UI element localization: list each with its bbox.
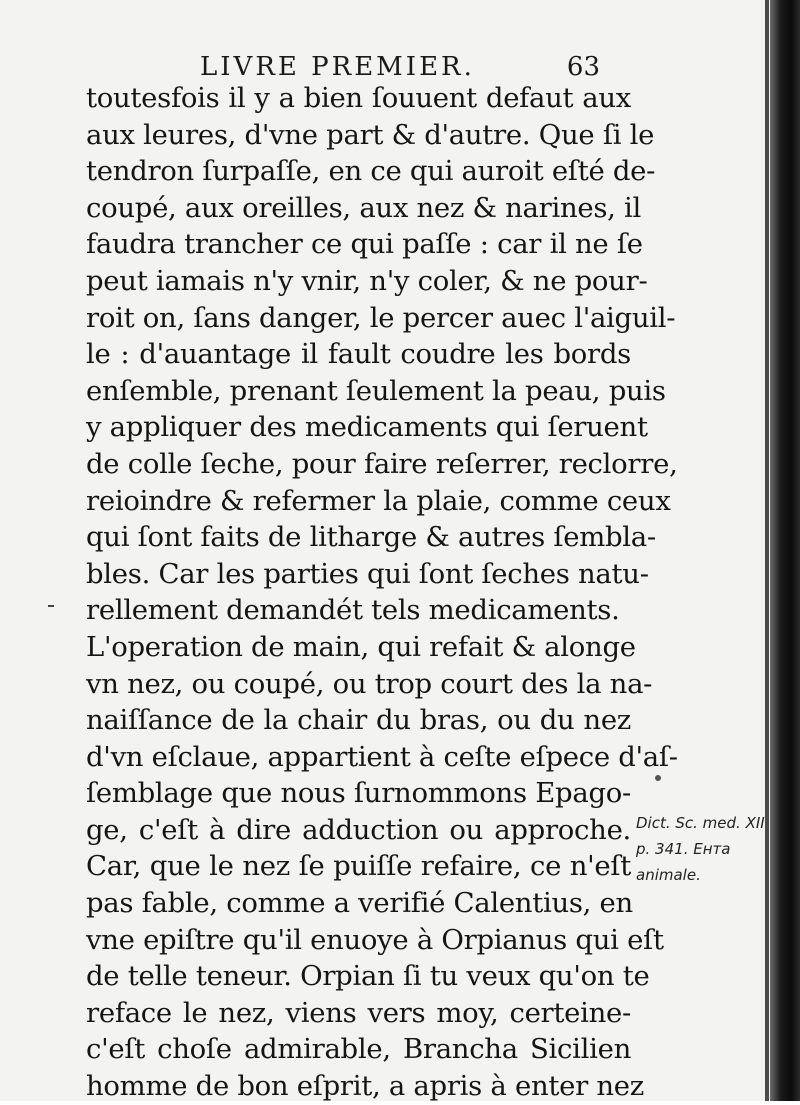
page-number: 63 — [566, 52, 600, 82]
text-line: vne epiſtre qu'il enuoye à Orpianus qui eſt — [86, 923, 664, 956]
text-line: faudra trancher ce qui paſſe : car il ne ſe — [86, 228, 643, 261]
running-head-title: LIVRE PREMIER. — [200, 52, 475, 82]
text-line: coupé, aux oreilles, aux nez & narines, il — [86, 191, 642, 224]
handwritten-margin-note — [636, 810, 766, 888]
text-line: L'operation de main, qui refait & alonge — [86, 630, 636, 663]
text-line: homme de bon eſprit, a apris à enter nez — [86, 1070, 644, 1103]
page-edge — [765, 0, 769, 1101]
margin-note-line: animale. — [636, 866, 701, 884]
margin-note-line: p. 341. Ента — [636, 840, 731, 858]
text-line: reface le nez, viens vers moy, certeine- — [86, 996, 631, 1029]
text-line: y appliquer des medicaments qui ſeruent — [86, 411, 648, 444]
book-spine-shadow — [770, 0, 800, 1101]
text-line: ſemblage que nous ſurnommons Epago- — [86, 777, 631, 810]
margin-note-line: Dict. Sc. med. XII — [636, 814, 765, 832]
text-line: rellement demandét tels medicaments. — [86, 594, 620, 627]
text-line: ge, c'eſt à dire adduction ou approche. — [86, 813, 631, 846]
text-line: de telle teneur. Orpian ſi tu veux qu'on te — [86, 960, 650, 993]
text-line: aux leures, d'vne part & d'autre. Que ſi le — [86, 118, 655, 151]
text-line: tendron ſurpaſſe, en ce qui auroit eſté de- — [86, 155, 656, 188]
pencil-dot-mark — [655, 775, 661, 781]
text-line: toutesfois il y a bien ſouuent defaut aux — [86, 82, 631, 114]
text-line: enſemble, prenant ſeulement la peau, puis — [86, 374, 666, 407]
text-line: roit on, ſans danger, le percer auec l'aiguil- — [86, 301, 676, 334]
text-line: qui ſont faits de litharge & autres ſembla- — [86, 521, 656, 554]
text-line: le : d'auantage il fault coudre les bords — [86, 338, 631, 371]
text-line: de colle ſeche, pour faire reſerrer, reclorre, — [86, 447, 678, 480]
text-line: vn nez, ou coupé, ou trop court des la na- — [86, 667, 653, 700]
text-line: Car, que le nez ſe puiſſe refaire, ce n'eſt — [86, 850, 631, 883]
text-line: c'eſt choſe admirable, Brancha Sicilien — [86, 1033, 631, 1066]
text-line: bles. Car les parties qui ſont ſeches natu- — [86, 557, 649, 590]
text-line: d'vn eſclaue, appartient à ceſte eſpece d'aſ- — [86, 740, 678, 773]
text-line: pas fable, comme a verifié Calentius, en — [86, 887, 633, 920]
text-line: peut iamais n'y vnir, n'y coler, & ne pour- — [86, 264, 648, 297]
text-line: reioindre & refermer la plaie, comme ceux — [86, 484, 671, 517]
text-line: naiſſance de la chair du bras, ou du nez — [86, 704, 631, 737]
margin-dash-mark — [48, 605, 54, 607]
